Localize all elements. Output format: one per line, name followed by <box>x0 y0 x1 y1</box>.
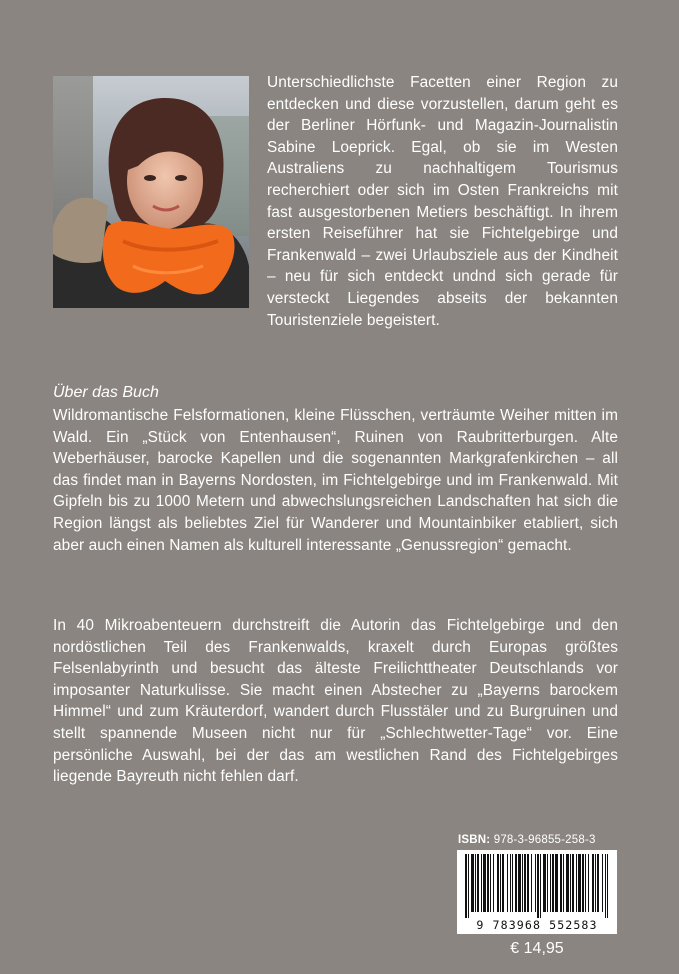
book-description-paragraph-1: Wildromantische Felsformationen, kleine Flüsschen, verträumte Weiher mitten im Wald. Ein „Stück von Entenhausen“, Ruinen von Raubritterburgen. Alte Weberhäuser, barocke Kapellen und die sogenannten Markgrafenkirchen – all das findet man in Bayerns Nordosten, im Fichtelgebirge und im Frankenwald. Mit Gipfeln bis zu 1000 Metern und abwechslungsreichen Landschaften hat sich die Region längst als beliebtes Ziel für Wanderer und Mountainbiker etabliert, sich aber auch einen Namen als kulturell interessante „Genussregion“ gemacht. <box>53 407 618 554</box>
barcode-icon <box>457 850 617 920</box>
barcode <box>457 850 617 934</box>
barcode-digits: 9 783968 552583 <box>476 918 598 932</box>
isbn-prefix: ISBN: <box>458 834 491 846</box>
book-heading: Über das Buch <box>53 384 159 401</box>
author-bio: Unterschiedlichste Facetten einer Region zu entdecken und diese vorzustellen, darum geht es der Berliner Hörfunk- und Magazin-Journalistin Sabine Loeprick. Egal, ob sie im Westen Australiens zu nachhaltigem Tourismus recherchiert oder sich im Osten Frankreichs mit fast ausgestorbenen Metiers beschäftigt. In ihrem ersten Reiseführer hat sie Fichtelgebirge und Frankenwald – zwei Urlaubsziele aus der Kindheit – neu für sich entdeckt undnd sich gerade für versteckt Liegendes abseits der bekannten Touristenziele begeistert. <box>267 74 618 329</box>
author-photo-icon <box>53 76 249 308</box>
price: € 14,95 <box>510 940 564 957</box>
isbn-label <box>458 834 618 846</box>
isbn-number: 978-3-96855-258-3 <box>493 834 596 846</box>
book-description-paragraph-2: In 40 Mikroabenteuern durchstreift die Autorin das Fichtelgebirge und den nordöstlichen Teil des Frankenwalds, kraxelt durch Europas größtes Felsenlabyrinth und besucht das älteste Freilichttheater Deutschlands vor imposanter Naturkulisse. Sie macht einen Abstecher zu „Bayerns barockem Himmel“ und zum Kräuterdorf, wandert durch Flusstäler und zu Burgruinen und stellt spannende Museen nicht nur für „Schlechtwetter-Tage“ vor. Eine persönliche Auswahl, bei der das am westlichen Rand des Fichtelgebirges liegende Bayreuth nicht fehlen darf. <box>53 617 618 786</box>
author-section <box>53 72 618 331</box>
